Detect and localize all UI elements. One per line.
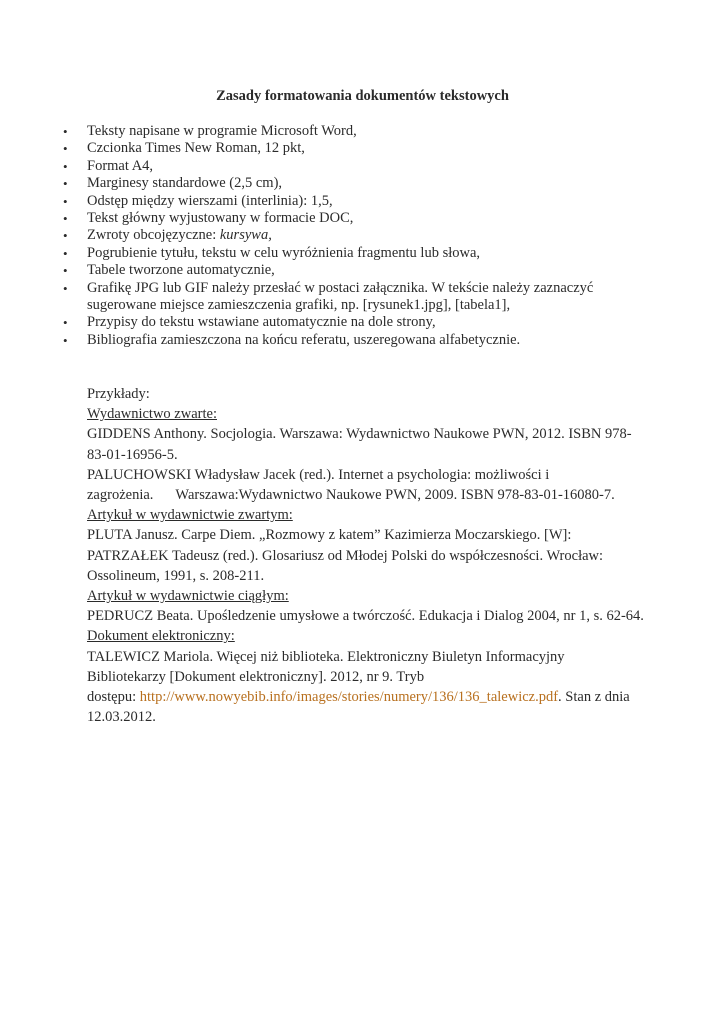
bibliography-entry: TALEWICZ Mariola. Więcej niż biblioteka. Elektroniczny Biuletyn Informacyjny Bibliotekarzy [Dokument elektroniczny]. 2012, nr 9. Tryb dostępu: http://www.nowyebib.info/images/stories/numery/136/136_talewicz.pdf. Stan z dnia 12.03.2012. bbox=[87, 648, 630, 726]
section-label-electronic: Dokument elektroniczny: bbox=[87, 628, 235, 645]
bibliography-entry: GIDDENS Anthony. Socjologia. Warszawa: Wydawnictwo Naukowe PWN, 2012. ISBN 978-83-01-16956-5. bbox=[87, 426, 632, 463]
list-item: • Format A4, bbox=[87, 158, 647, 175]
bibliography-entry: PEDRUCZ Beata. Upośledzenie umysłowe a twórczość. Edukacja i Dialog 2004, nr 1, s. 62-64. bbox=[87, 608, 644, 625]
section-label-monograph: Wydawnictwo zwarte: bbox=[87, 406, 217, 423]
examples-section bbox=[87, 384, 647, 727]
list-item: • Bibliografia zamieszczona na końcu referatu, uszeregowana alfabetycznie. bbox=[87, 332, 647, 349]
formatting-rules-list bbox=[87, 123, 647, 349]
list-item: • Teksty napisane w programie Microsoft Word, bbox=[87, 123, 647, 140]
list-item: • Tabele tworzone automatycznie, bbox=[87, 262, 647, 279]
italic-example: kursywa, bbox=[219, 227, 272, 244]
list-item: • Pogrubienie tytułu, tekstu w celu wyróżnienia fragmentu lub słowa, bbox=[87, 245, 647, 262]
list-item: • Odstęp między wierszami (interlinia): 1,5, bbox=[87, 193, 647, 210]
list-item: • Grafikę JPG lub GIF należy przesłać w postaci załącznika. W tekście należy zaznaczyć sugerowane miejsce zamieszczenia grafiki, np. [rysunek1.jpg], [tabela1], bbox=[87, 280, 647, 315]
examples-heading: Przykłady: bbox=[87, 386, 150, 402]
bibliography-entry: PLUTA Janusz. Carpe Diem. „Rozmowy z katem” Kazimierza Moczarskiego. [W]: PATRZAŁEK Tadeusz (red.). Glosariusz od Młodej Polski do współczesności. Wrocław: Ossolineum, 1991, s. 208-211. bbox=[87, 527, 604, 584]
list-item: • Zwroty obcojęzyczne: kursywa, bbox=[87, 227, 647, 244]
document-title: Zasady formatowania dokumentów tekstowych bbox=[216, 88, 509, 104]
section-label-chapter: Artykuł w wydawnictwie zwartym: bbox=[87, 507, 293, 524]
list-item: • Marginesy standardowe (2,5 cm), bbox=[87, 175, 647, 192]
list-item: • Przypisy do tekstu wstawiane automatycznie na dole strony, bbox=[87, 314, 647, 331]
list-item: • Czcionka Times New Roman, 12 pkt, bbox=[87, 140, 647, 157]
list-item: • Tekst główny wyjustowany w formacie DOC, bbox=[87, 210, 647, 227]
section-label-periodical: Artykuł w wydawnictwie ciągłym: bbox=[87, 588, 289, 605]
document-link[interactable]: http://www.nowyebib.info/images/stories/numery/136/136_talewicz.pdf bbox=[139, 689, 559, 706]
bibliography-entry: PALUCHOWSKI Władysław Jacek (red.). Internet a psychologia: możliwości i zagrożenia. Warszawa:Wydawnictwo Naukowe PWN, 2009. ISBN 978-83-01-16080-7. bbox=[87, 466, 615, 504]
